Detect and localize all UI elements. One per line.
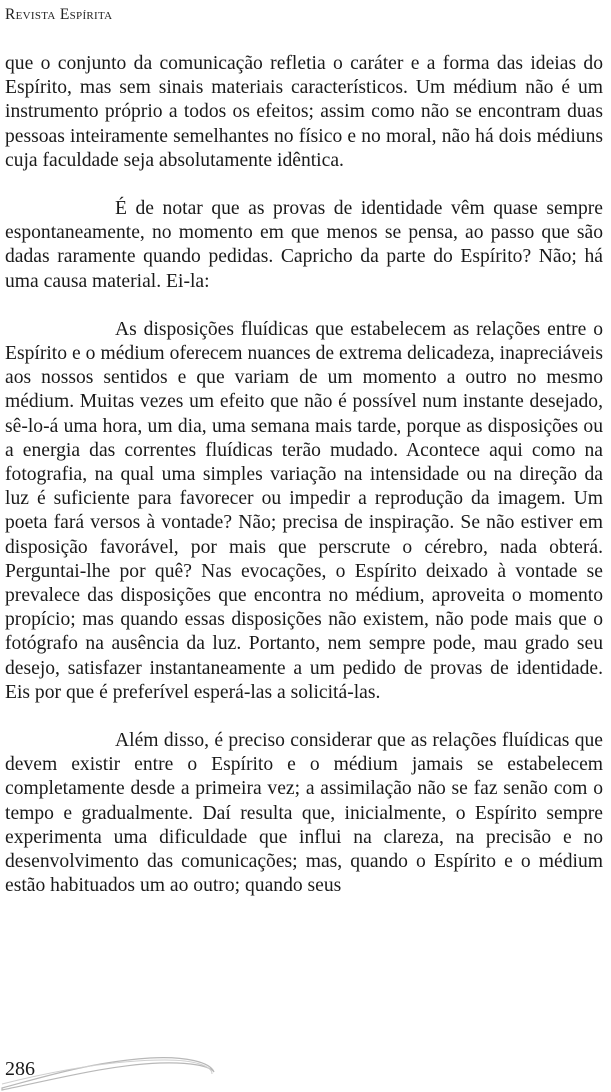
paragraph-1: que o conjunto da comunicação refletia o caráter e a forma das ideias do Espírito, mas sem sinais materiais característicos. Um médium não é um instrumento próprio a todos os efeitos; assim como não se encontram duas pessoas inteiramente semelhantes no físico e no moral, não há dois médiuns cuja faculdade seja absolutamente idêntica.	[5, 53, 603, 171]
paragraph-4: Além disso, é preciso considerar que as relações fluídicas que devem existir entre o Espírito e o médium jamais se estabelecem completamente desde a primeira vez; a assimilação não se faz senão com o tempo e gradualmente. Daí resulta que, inicialmente, o Espírito sempre experimenta uma dificuldade que influi na clareza, na precisão e no desenvolvimento das comunicações; mas, quando o Espírito e o médium estão habituados um ao outro; quando seus	[5, 730, 603, 897]
page-footer	[0, 1048, 611, 1092]
paragraph-3: As disposições fluídicas que estabelecem as relações entre o Espírito e o médium oferecem nuances de extrema delicadeza, inapreciáveis aos nossos sentidos e que variam de um momento a outro no mesmo médium. Muitas vezes um efeito que não é possível num instante desejado, sê-lo-á uma hora, um dia, uma semana mais tarde, porque as disposições ou a energia das correntes fluídicas terão mudado. Acontece aqui como na fotografia, na qual uma simples variação na intensidade ou na direção da luz é suficiente para favorecer ou impedir a reprodução da imagem. Um poeta fará versos à vontade? Não; precisa de inspiração. Se não estiver em disposição favorável, por mais que perscrute o cérebro, nada obterá. Perguntai-lhe por quê? Nas evocações, o Espírito deixado à vontade se prevalece das disposições que encontra no médium, aproveita o momento propício; mas quando essas disposições não existem, não pode mais que o fotógrafo na ausência da luz. Portanto, nem sempre pode, mau grado seu desejo, satisfazer instantaneamente a um pedido de provas de identidade. Eis por que é preferível esperá-las a solicitá-las.	[5, 318, 603, 703]
running-head: Revista Espírita	[5, 6, 113, 23]
page-number: 286	[5, 1058, 35, 1080]
body-text	[5, 52, 603, 899]
swoosh-ornament-icon	[0, 1048, 240, 1092]
paragraph-2: É de notar que as provas de identidade vêm quase sempre espontaneamente, no momento em que menos se pensa, ao passo que são dadas raramente quando pedidas. Capricho da parte do Espírito? Não; há uma causa material. Ei-la:	[5, 198, 603, 292]
